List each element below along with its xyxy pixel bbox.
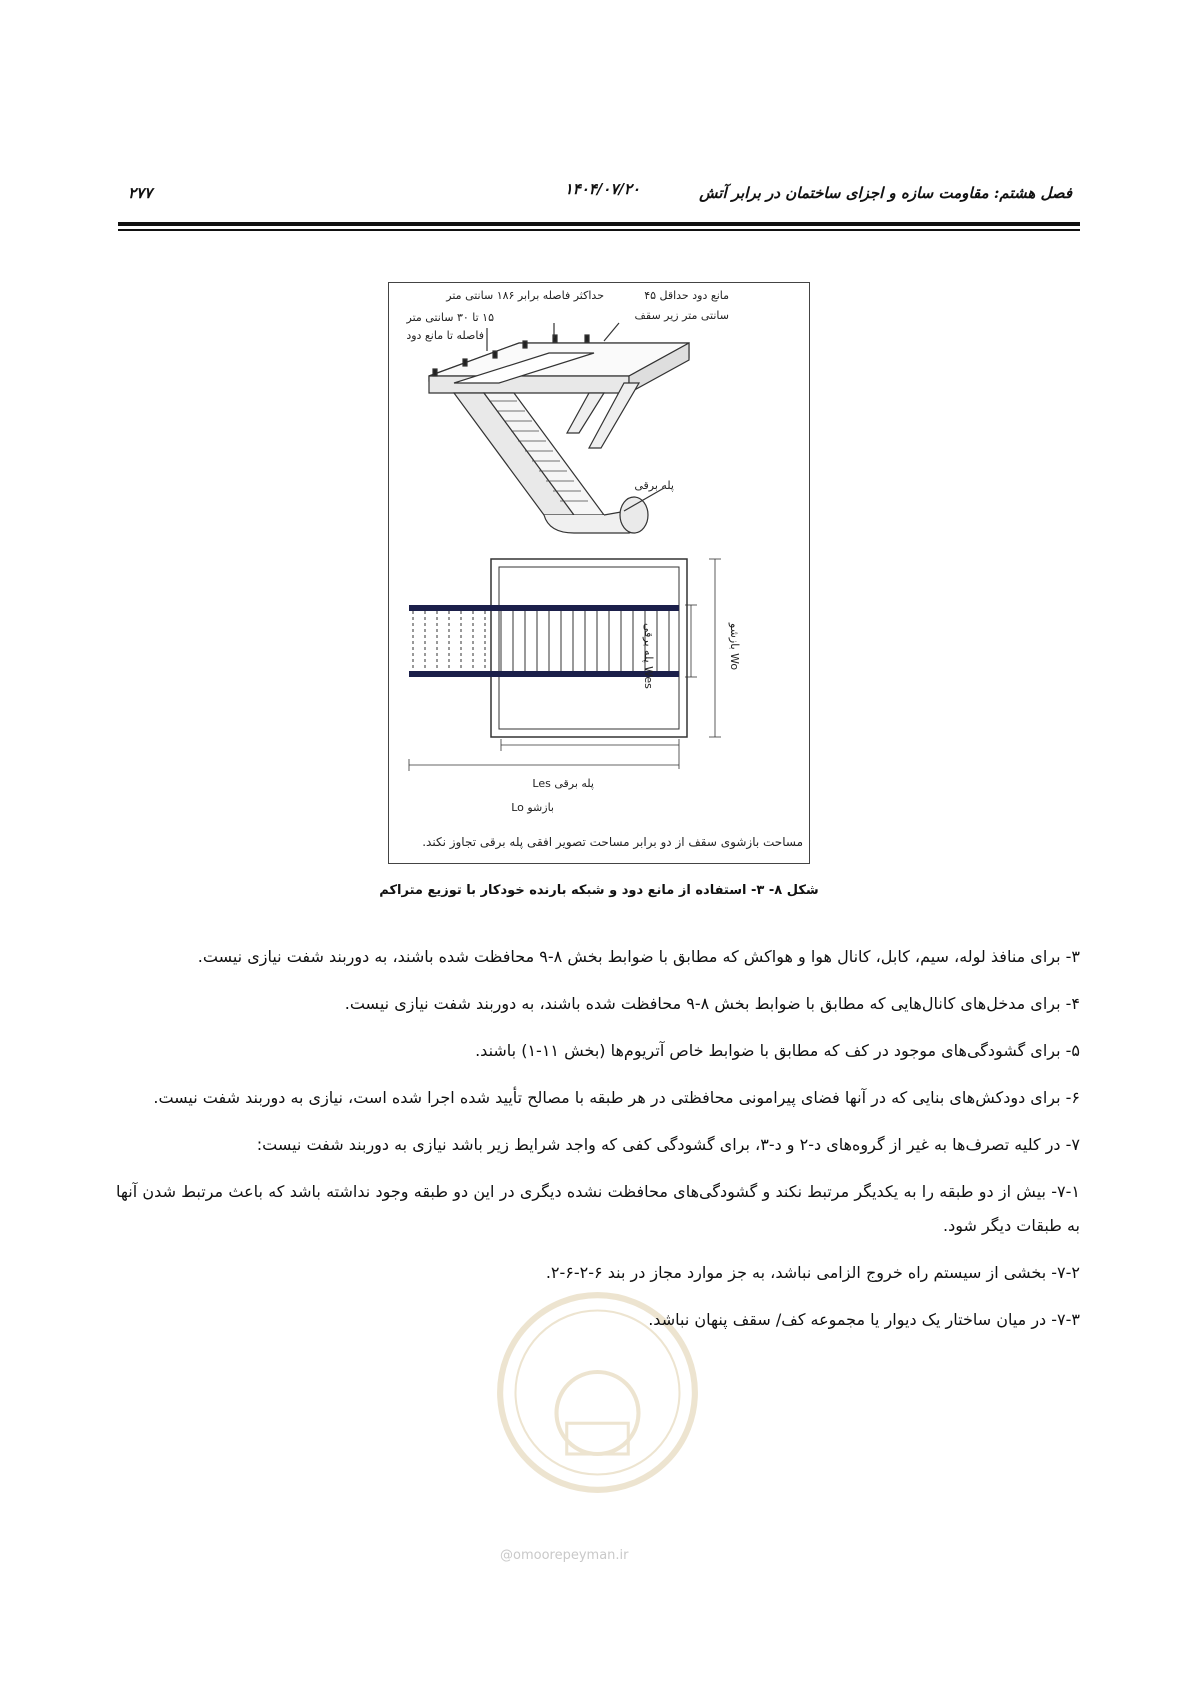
header-date: ۱۴۰۴/۰۷/۲۰ — [564, 180, 640, 198]
figure-frame — [388, 282, 810, 864]
header-rule-thick — [118, 222, 1080, 226]
label-escalator: پله برقی — [634, 479, 674, 492]
paragraph-7-2: ۷-۲- بخشی از سیستم راه خروج الزامی نباشد، به جز موارد مجاز در بند ۶-۲-۶-۲. — [545, 1263, 1080, 1282]
label-dist-line1: ۱۵ تا ۳۰ سانتی متر — [406, 311, 494, 324]
paragraph-6: ۶- برای دودکش‌های بنایی که در آنها فضای پیرامونی محافظتی در هر طبقه با مصالح تأیید شده اجرا شده است، نیازی به دوربند شفت نیست. — [153, 1088, 1080, 1107]
paragraph-3: ۳- برای منافذ لوله، سیم، کابل، کانال هوا و هواکش که مطابق با ضوابط بخش ۸-۹ محافظت شده باشند، به دوربند شفت نیازی نیست. — [197, 947, 1080, 966]
paragraph-5: ۵- برای گشودگی‌های موجود در کف که مطابق با ضوابط خاص آتریوم‌ها (بخش ۱۱-۱) باشند. — [475, 1041, 1080, 1060]
label-note: مساحت بازشوی سقف از دو برابر مساحت تصویر افقی پله برقی تجاوز نکند. — [422, 835, 803, 849]
label-wes: Wes پله برقی — [642, 623, 655, 689]
paragraph-7-3: ۷-۳- در میان ساختار یک دیوار یا مجموعه کف/ سقف پنهان نباشد. — [648, 1310, 1080, 1329]
chapter-title: فصل هشتم: مقاومت سازه و اجزای ساختمان در برابر آتش — [699, 184, 1072, 202]
label-les: پله برقی Les — [532, 777, 594, 790]
label-max-spacing: حداکثر فاصله برابر ۱۸۶ سانتی متر — [446, 289, 604, 302]
figure-caption: شکل ۸- ۳- استفاده از مانع دود و شبکه بارنده خودکار با توزیع متراکم — [379, 883, 819, 898]
page-header — [118, 180, 1080, 214]
watermark-url: @omoorepeyman.ir — [500, 1548, 629, 1563]
paragraph-7: ۷- در کلیه تصرف‌ها به غیر از گروه‌های د-۲ و د-۳، برای گشودگی کفی که واجد شرایط زیر باشد نیازی به دوربند شفت نیست: — [256, 1135, 1080, 1154]
label-lo: بازشو Lo — [511, 801, 554, 814]
label-curtain: مانع دود حداقل ۴۵ — [644, 289, 729, 302]
label-dist-line2: فاصله تا مانع دود — [406, 329, 484, 342]
header-rule-thin — [118, 229, 1080, 231]
escalator-diagram — [389, 283, 809, 863]
paragraph-4: ۴- برای مدخل‌های کانال‌هایی که مطابق با ضوابط بخش ۸-۹ محافظت شده باشند، به دوربند شفت نیازی نیست. — [344, 994, 1080, 1013]
body-text — [116, 940, 1080, 1350]
label-below-ceiling: سانتی متر زیر سقف — [634, 309, 729, 322]
label-wo: Wo بازشو — [728, 623, 741, 671]
page-number: ۲۷۷ — [128, 184, 153, 202]
paragraph-7-1: ۷-۱- بیش از دو طبقه را به یکدیگر مرتبط نکند و گشودگی‌های محافظت نشده دیگری در این دو طبقه وجود نداشته باشد که باعث مرتبط شدن آنها به طبقات دیگر شود. — [116, 1182, 1080, 1235]
